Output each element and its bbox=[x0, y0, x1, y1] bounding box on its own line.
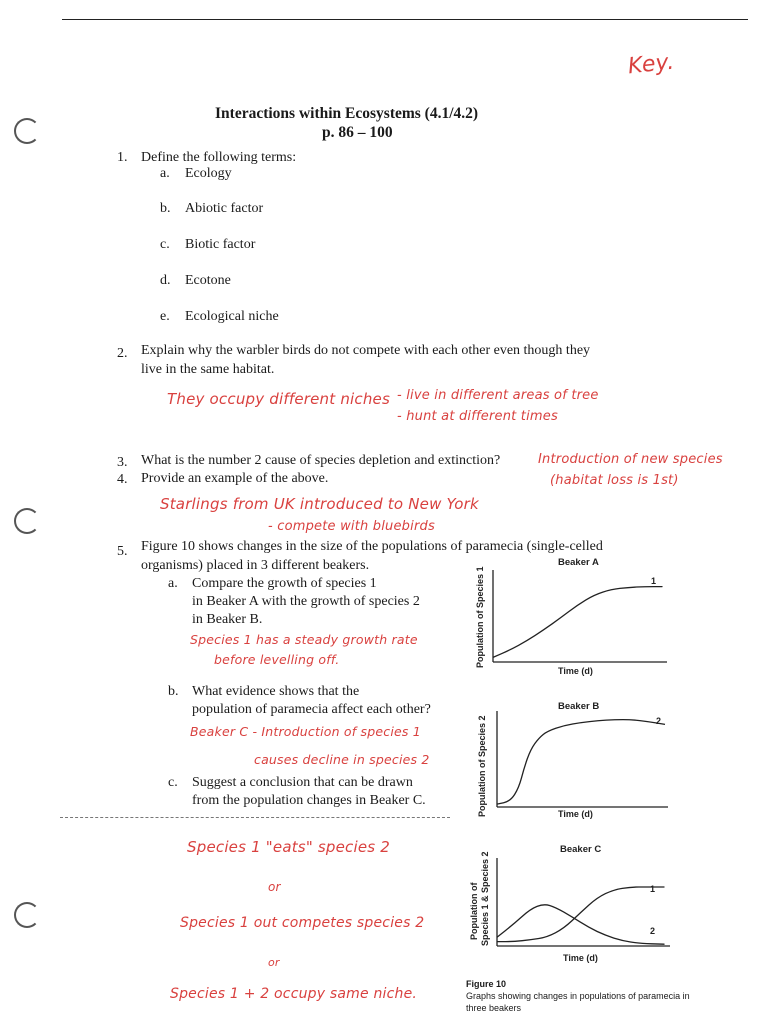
q5b-letter: b. bbox=[168, 684, 179, 699]
beaker-c-chart bbox=[464, 840, 740, 966]
q3-answer-note: (habitat loss is 1st) bbox=[550, 473, 679, 488]
q1-term-letter: a. bbox=[160, 166, 170, 181]
q5c-answer: Species 1 "eats" species 2 bbox=[187, 838, 391, 856]
q1-term: Ecology bbox=[185, 166, 232, 181]
q5a-letter: a. bbox=[168, 576, 178, 591]
q4-answer-cont: - compete with bluebirds bbox=[268, 519, 435, 534]
q5-intro-cont: organisms) placed in 3 different beakers. bbox=[141, 558, 370, 573]
q1-term: Ecotone bbox=[185, 273, 231, 288]
series-line-2 bbox=[497, 720, 665, 805]
q4-answer: Starlings from UK introduced to New York bbox=[160, 495, 479, 513]
series-label: 1 bbox=[650, 884, 656, 894]
key-note: Key. bbox=[626, 49, 676, 80]
q2-question-cont: live in the same habitat. bbox=[141, 362, 275, 377]
binder-hole-icon bbox=[14, 118, 40, 144]
q5a-question: in Beaker B. bbox=[192, 612, 263, 627]
q3-question: What is the number 2 cause of species depletion and extinction? bbox=[141, 453, 501, 468]
figure-caption: Graphs showing changes in populations of paramecia in bbox=[466, 991, 690, 1001]
x-axis-label: Time (d) bbox=[563, 953, 598, 963]
q5-number: 5. bbox=[117, 544, 128, 559]
q1-term: Ecological niche bbox=[185, 309, 279, 324]
q1-prompt: Define the following terms: bbox=[141, 150, 297, 165]
q1-term-letter: d. bbox=[160, 273, 171, 288]
q1-term: Abiotic factor bbox=[185, 201, 264, 216]
q5a-question: Compare the growth of species 1 bbox=[192, 576, 377, 591]
q5a-answer-cont: before levelling off. bbox=[214, 652, 340, 667]
series-label: 2 bbox=[650, 926, 656, 936]
q5c-or: or bbox=[268, 880, 281, 894]
q1-term-letter: c. bbox=[160, 237, 170, 252]
q5c-answer: Species 1 out competes species 2 bbox=[180, 915, 425, 931]
page-subtitle: p. 86 – 100 bbox=[322, 124, 393, 141]
q5c-letter: c. bbox=[168, 775, 178, 790]
q2-answer: They occupy different niches bbox=[167, 390, 390, 408]
q4-number: 4. bbox=[117, 472, 128, 487]
q5a-answer: Species 1 has a steady growth rate bbox=[190, 632, 418, 647]
q5c-question: Suggest a conclusion that can be drawn bbox=[192, 775, 413, 790]
q1-term: Biotic factor bbox=[185, 237, 256, 252]
q1-term-letter: b. bbox=[160, 201, 171, 216]
q5c-question: from the population changes in Beaker C. bbox=[192, 793, 426, 808]
q3-number: 3. bbox=[117, 455, 128, 470]
q2-answer-point: - live in different areas of tree bbox=[397, 388, 599, 403]
q1-term-letter: e. bbox=[160, 309, 170, 324]
top-rule bbox=[62, 19, 748, 20]
divider bbox=[60, 817, 450, 818]
q5b-answer-cont: causes decline in species 2 bbox=[254, 752, 430, 767]
q2-question: Explain why the warbler birds do not compete with each other even though they bbox=[141, 343, 591, 358]
binder-hole-icon bbox=[14, 508, 40, 534]
figure-caption-title: Figure 10 bbox=[466, 979, 507, 989]
page-title: Interactions within Ecosystems (4.1/4.2) bbox=[215, 105, 479, 122]
chart-title: Beaker B bbox=[558, 701, 600, 712]
q1-number: 1. bbox=[117, 150, 128, 165]
chart-title: Beaker C bbox=[560, 844, 602, 855]
series-label: 1 bbox=[651, 576, 657, 586]
beaker-a-chart bbox=[470, 556, 740, 682]
q5b-answer: Beaker C - Introduction of species 1 bbox=[190, 724, 421, 739]
binder-hole-icon bbox=[14, 902, 40, 928]
x-axis-label: Time (d) bbox=[558, 666, 593, 676]
q5c-or: or bbox=[268, 956, 280, 969]
q2-number: 2. bbox=[117, 346, 128, 361]
series-line-2 bbox=[497, 905, 664, 944]
y-axis-label: Population of Species 1 bbox=[475, 566, 485, 668]
q5b-question: population of paramecia affect each other? bbox=[192, 702, 431, 717]
q5c-answer: Species 1 + 2 occupy same niche. bbox=[170, 986, 418, 1002]
beaker-b-chart bbox=[470, 697, 740, 823]
series-label: 2 bbox=[656, 716, 662, 726]
figure-caption-cont: three beakers bbox=[466, 1003, 522, 1013]
q5a-question: in Beaker A with the growth of species 2 bbox=[192, 594, 420, 609]
q3-answer: Introduction of new species bbox=[538, 452, 723, 467]
y-axis-label: Population of Species 2 bbox=[477, 715, 487, 817]
q5b-question: What evidence shows that the bbox=[192, 684, 360, 699]
y-axis-label: Species 1 & Species 2 bbox=[480, 851, 490, 946]
q2-answer-point: - hunt at different times bbox=[397, 409, 558, 424]
q4-question: Provide an example of the above. bbox=[141, 471, 329, 486]
y-axis-label: Population of bbox=[469, 882, 479, 940]
q5-intro: Figure 10 shows changes in the size of the populations of paramecia (single-celled bbox=[141, 539, 603, 554]
series-line-1 bbox=[497, 887, 664, 942]
x-axis-label: Time (d) bbox=[558, 809, 593, 819]
series-line-1 bbox=[493, 587, 662, 658]
chart-title: Beaker A bbox=[558, 557, 599, 568]
